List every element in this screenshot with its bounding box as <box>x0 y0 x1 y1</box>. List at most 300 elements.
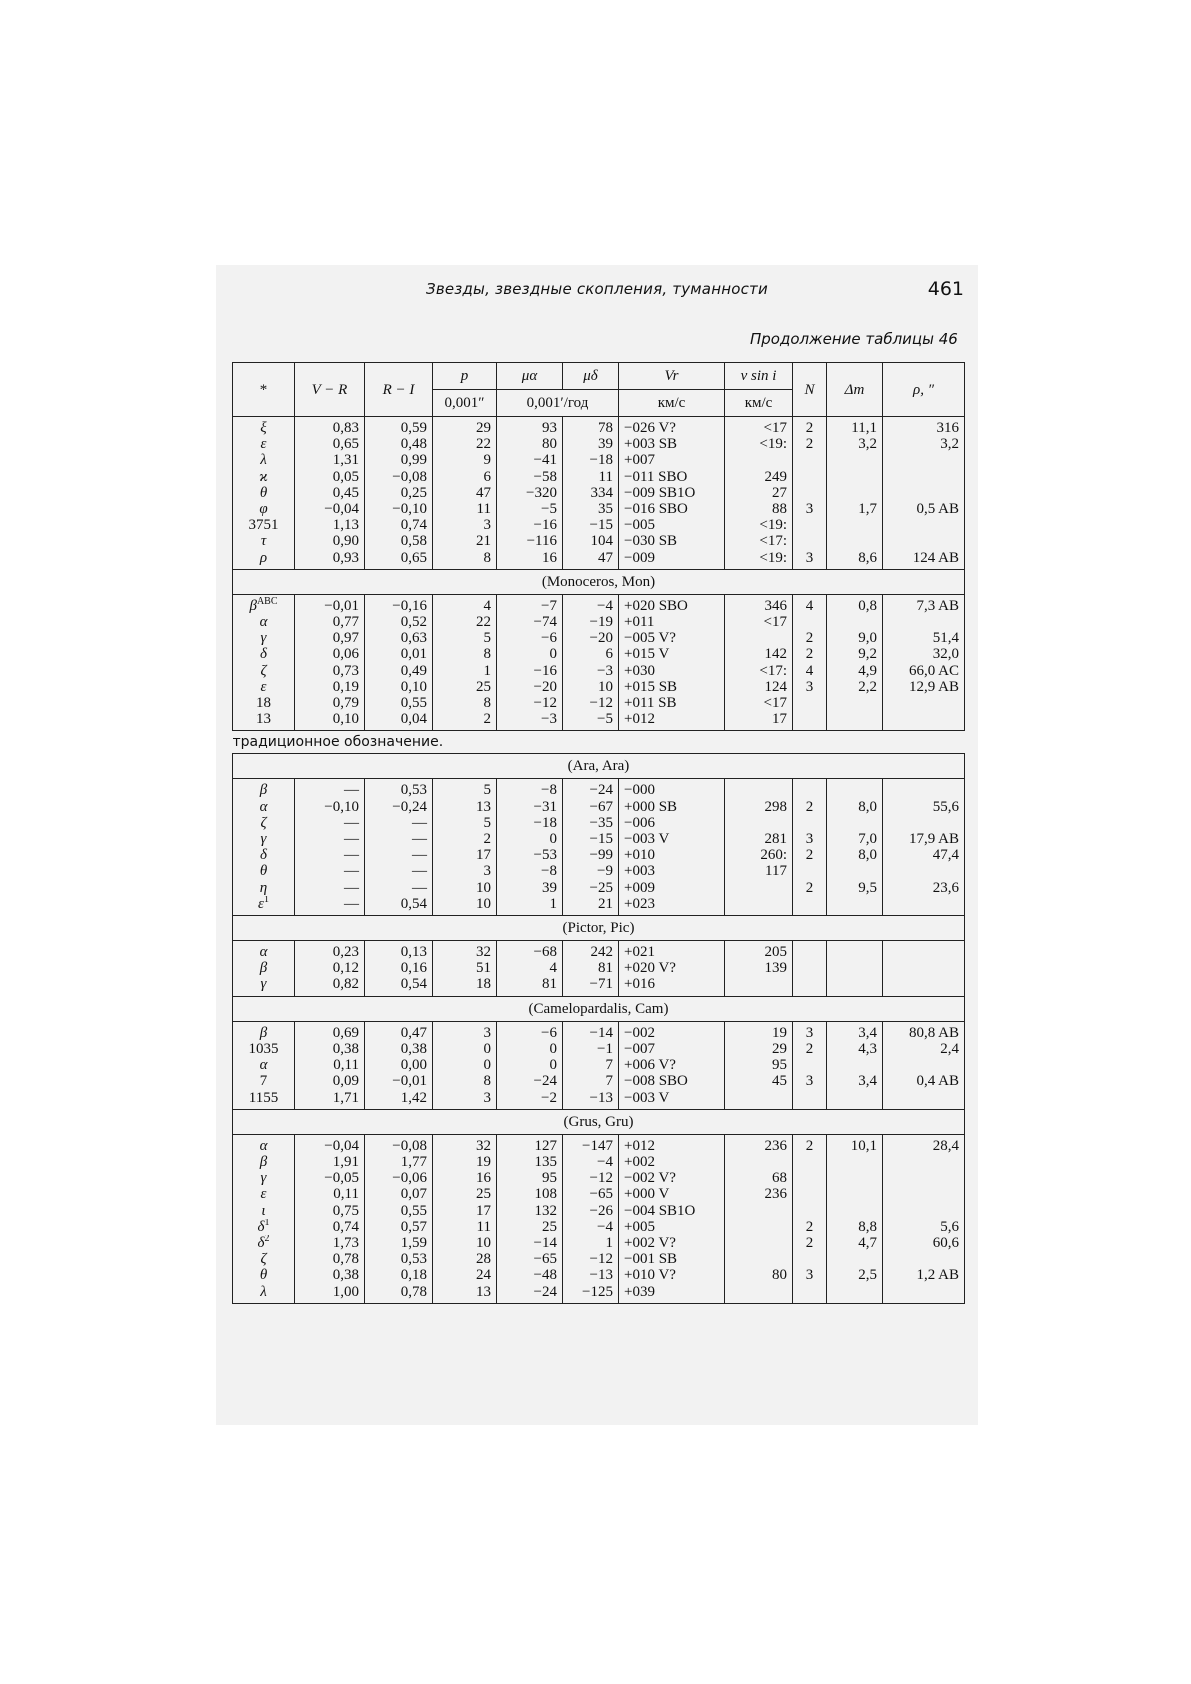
cell-vsini: 346 <box>725 594 793 614</box>
cell-dm: 3,4 <box>827 1073 883 1089</box>
cell-vr: +015 SB <box>619 679 725 695</box>
cell-v-r: −0,04 <box>295 501 365 517</box>
cell-star <box>233 896 295 916</box>
cell-vsini <box>725 1090 793 1110</box>
cell-dm <box>827 815 883 831</box>
cell-mu-d: −13 <box>563 1267 619 1283</box>
cell-r-i: — <box>365 847 433 863</box>
unit-vsini: км/с <box>725 390 793 417</box>
cell-p: 8 <box>433 1073 497 1089</box>
cell-star <box>233 941 295 961</box>
cell-dm <box>827 1170 883 1186</box>
cell-v-r: 0,79 <box>295 695 365 711</box>
cell-vsini: <17: <box>725 663 793 679</box>
cell-dm <box>827 711 883 731</box>
cell-v-r: — <box>295 815 365 831</box>
cell-p: 11 <box>433 1219 497 1235</box>
cell-rho <box>883 815 965 831</box>
cell-mu-d: 10 <box>563 679 619 695</box>
cell-vsini: 142 <box>725 646 793 662</box>
cell-dm: 2,2 <box>827 679 883 695</box>
table-row <box>233 1186 965 1202</box>
cell-vsini <box>725 896 793 916</box>
star-designation: ξ <box>260 420 267 436</box>
cell-rho: 0,4 AB <box>883 1073 965 1089</box>
cell-mu-a: −58 <box>497 469 563 485</box>
star-designation: δ <box>257 1218 265 1235</box>
cell-v-r: 0,11 <box>295 1186 365 1202</box>
cell-rho <box>883 960 965 976</box>
table-row <box>233 1251 965 1267</box>
star-designation: θ <box>259 863 268 880</box>
cell-dm: 3,2 <box>827 436 883 452</box>
cell-rho <box>883 863 965 879</box>
cell-mu-a: −31 <box>497 799 563 815</box>
cell-v-r: 0,93 <box>295 550 365 570</box>
cell-dm <box>827 896 883 916</box>
cell-rho <box>883 1090 965 1110</box>
cell-mu-d: −15 <box>563 831 619 847</box>
cell-rho: 0,5 AB <box>883 501 965 517</box>
cell-v-r: 0,38 <box>295 1267 365 1283</box>
cell-vsini: 29 <box>725 1041 793 1057</box>
star-designation: 13 <box>256 711 271 728</box>
star-designation: δ <box>257 1234 265 1251</box>
cell-vr: +011 <box>619 614 725 630</box>
table-row <box>233 779 965 799</box>
page-number: 461 <box>927 278 964 300</box>
cell-dm: 1,7 <box>827 501 883 517</box>
star-designation: α <box>259 1057 268 1074</box>
star-designation: 3751 <box>248 517 279 534</box>
cell-n: 2 <box>793 799 827 815</box>
cell-vsini: 260: <box>725 847 793 863</box>
table-row <box>233 630 965 646</box>
cell-vr: +000 V <box>619 1186 725 1202</box>
cell-v-r: — <box>295 880 365 896</box>
cell-rho <box>883 614 965 630</box>
star-designation: α <box>259 614 268 631</box>
cell-p: 24 <box>433 1267 497 1283</box>
star-designation: γ <box>260 1170 267 1187</box>
cell-vr: −006 <box>619 815 725 831</box>
cell-r-i: 0,07 <box>365 1186 433 1202</box>
cell-r-i: — <box>365 880 433 896</box>
star-superscript: 2 <box>264 1234 270 1244</box>
table-row <box>233 646 965 662</box>
cell-mu-d: −4 <box>563 1219 619 1235</box>
cell-n <box>793 896 827 916</box>
cell-vsini: 19 <box>725 1021 793 1041</box>
bottom-rule-cell <box>233 1303 965 1304</box>
table-row <box>233 695 965 711</box>
cell-dm: 9,2 <box>827 646 883 662</box>
cell-r-i: 0,53 <box>365 779 433 799</box>
star-superscript: 1 <box>263 895 269 905</box>
cell-v-r: 0,10 <box>295 711 365 731</box>
constellation-title: (Ara, Ara) <box>233 754 965 779</box>
cell-v-r: 0,77 <box>295 614 365 630</box>
cell-mu-a: −41 <box>497 452 563 468</box>
cell-vr: +009 <box>619 880 725 896</box>
cell-mu-d: 11 <box>563 469 619 485</box>
cell-star <box>233 779 295 799</box>
cell-mu-a: −7 <box>497 594 563 614</box>
cell-mu-a: 81 <box>497 976 563 996</box>
cell-n: 3 <box>793 550 827 570</box>
cell-n <box>793 485 827 501</box>
cell-r-i: 0,13 <box>365 941 433 961</box>
cell-v-r: 0,38 <box>295 1041 365 1057</box>
cell-star <box>233 469 295 485</box>
cell-mu-a: 4 <box>497 960 563 976</box>
cell-mu-d: −25 <box>563 880 619 896</box>
col-v-r: V − R <box>295 363 365 417</box>
cell-star <box>233 847 295 863</box>
cell-r-i: −0,10 <box>365 501 433 517</box>
cell-v-r: 0,75 <box>295 1203 365 1219</box>
table-row <box>233 517 965 533</box>
table-row <box>233 1267 965 1283</box>
col-parallax: p <box>433 363 497 390</box>
table-row <box>233 1170 965 1186</box>
cell-r-i: 0,00 <box>365 1057 433 1073</box>
cell-dm <box>827 1186 883 1202</box>
cell-n <box>793 941 827 961</box>
cell-n: 3 <box>793 679 827 695</box>
cell-mu-d: −1 <box>563 1041 619 1057</box>
cell-rho: 66,0 AC <box>883 663 965 679</box>
cell-mu-a: 0 <box>497 646 563 662</box>
cell-mu-a: 80 <box>497 436 563 452</box>
cell-rho <box>883 1186 965 1202</box>
cell-v-r: 0,97 <box>295 630 365 646</box>
cell-v-r: 1,13 <box>295 517 365 533</box>
cell-r-i: 0,57 <box>365 1219 433 1235</box>
cell-p: 19 <box>433 1154 497 1170</box>
star-designation: λ <box>260 452 267 469</box>
table-row <box>233 847 965 863</box>
table-row <box>233 614 965 630</box>
section-header <box>233 569 965 594</box>
cell-star <box>233 1090 295 1110</box>
constellation-title: (Monoceros, Mon) <box>233 569 965 594</box>
cell-r-i: −0,24 <box>365 799 433 815</box>
cell-p: 22 <box>433 614 497 630</box>
cell-r-i: 0,47 <box>365 1021 433 1041</box>
cell-v-r: −0,04 <box>295 1134 365 1154</box>
table-row <box>233 663 965 679</box>
cell-mu-d: −5 <box>563 711 619 731</box>
running-head-title: Звезды, звездные скопления, туманности <box>426 280 768 298</box>
cell-dm <box>827 469 883 485</box>
cell-dm: 4,9 <box>827 663 883 679</box>
table-row <box>233 1235 965 1251</box>
cell-mu-a: −5 <box>497 501 563 517</box>
cell-vr: +003 <box>619 863 725 879</box>
cell-n: 2 <box>793 417 827 437</box>
cell-p: 1 <box>433 663 497 679</box>
cell-mu-a: −3 <box>497 711 563 731</box>
cell-p: 17 <box>433 1203 497 1219</box>
cell-n <box>793 976 827 996</box>
cell-mu-a: 127 <box>497 1134 563 1154</box>
cell-n <box>793 517 827 533</box>
cell-r-i: 0,16 <box>365 960 433 976</box>
cell-n <box>793 960 827 976</box>
cell-mu-d: −18 <box>563 452 619 468</box>
cell-v-r: −0,01 <box>295 594 365 614</box>
cell-vsini: 45 <box>725 1073 793 1089</box>
table-row <box>233 679 965 695</box>
cell-n: 3 <box>793 1021 827 1041</box>
cell-mu-d: −67 <box>563 799 619 815</box>
star-designation: γ <box>260 831 267 848</box>
cell-mu-d: −12 <box>563 695 619 711</box>
cell-p: 13 <box>433 1284 497 1304</box>
cell-vsini: 249 <box>725 469 793 485</box>
cell-dm: 8,8 <box>827 1219 883 1235</box>
cell-star <box>233 1251 295 1267</box>
cell-r-i: −0,06 <box>365 1170 433 1186</box>
col-mu-delta: μδ <box>563 363 619 390</box>
cell-vr: −002 <box>619 1021 725 1041</box>
cell-v-r: 0,12 <box>295 960 365 976</box>
star-designation: ε <box>260 1186 267 1203</box>
cell-n: 3 <box>793 501 827 517</box>
cell-mu-a: 16 <box>497 550 563 570</box>
star-superscript: ABC <box>256 595 278 607</box>
star-designation: 1035 <box>248 1040 279 1057</box>
cell-mu-d: 242 <box>563 941 619 961</box>
cell-v-r: −0,10 <box>295 799 365 815</box>
cell-vr: −005 <box>619 517 725 533</box>
cell-p: 8 <box>433 550 497 570</box>
cell-p: 2 <box>433 711 497 731</box>
cell-r-i: 0,10 <box>365 679 433 695</box>
cell-mu-a: 25 <box>497 1219 563 1235</box>
cell-p: 17 <box>433 847 497 863</box>
cell-vr: +002 <box>619 1154 725 1170</box>
cell-v-r: −0,05 <box>295 1170 365 1186</box>
cell-star <box>233 417 295 437</box>
cell-r-i: 0,38 <box>365 1041 433 1057</box>
cell-v-r: 0,09 <box>295 1073 365 1089</box>
cell-vr: −016 SBO <box>619 501 725 517</box>
cell-mu-a: −6 <box>497 1021 563 1041</box>
cell-star <box>233 880 295 896</box>
cell-rho: 17,9 AB <box>883 831 965 847</box>
cell-p: 18 <box>433 976 497 996</box>
cell-p: 32 <box>433 941 497 961</box>
cell-p: 4 <box>433 594 497 614</box>
cell-mu-d: −13 <box>563 1090 619 1110</box>
cell-rho: 60,6 <box>883 1235 965 1251</box>
cell-mu-a: −320 <box>497 485 563 501</box>
cell-mu-a: −20 <box>497 679 563 695</box>
cell-p: 9 <box>433 452 497 468</box>
cell-star <box>233 663 295 679</box>
cell-dm: 3,4 <box>827 1021 883 1041</box>
cell-r-i: 0,18 <box>365 1267 433 1283</box>
cell-vsini: <17 <box>725 695 793 711</box>
cell-p: 2 <box>433 831 497 847</box>
cell-vsini: <19: <box>725 436 793 452</box>
cell-n: 2 <box>793 1134 827 1154</box>
cell-v-r: 0,69 <box>295 1021 365 1041</box>
cell-rho: 316 <box>883 417 965 437</box>
cell-p: 8 <box>433 695 497 711</box>
cell-star <box>233 1219 295 1235</box>
cell-vr: +002 V? <box>619 1235 725 1251</box>
cell-mu-a: −24 <box>497 1284 563 1304</box>
cell-n <box>793 1057 827 1073</box>
cell-mu-a: −65 <box>497 1251 563 1267</box>
cell-vr: +016 <box>619 976 725 996</box>
cell-rho <box>883 485 965 501</box>
cell-r-i: −0,08 <box>365 469 433 485</box>
cell-mu-d: −3 <box>563 663 619 679</box>
cell-mu-d: −99 <box>563 847 619 863</box>
cell-n <box>793 711 827 731</box>
cell-vr: −000 <box>619 779 725 799</box>
cell-vr: −026 V? <box>619 417 725 437</box>
cell-n <box>793 1284 827 1304</box>
cell-dm <box>827 960 883 976</box>
star-designation: θ <box>259 1267 268 1284</box>
cell-r-i: 0,54 <box>365 976 433 996</box>
cell-mu-d: 7 <box>563 1073 619 1089</box>
cell-r-i: 0,65 <box>365 550 433 570</box>
table-header <box>233 363 965 417</box>
col-n: N <box>793 363 827 417</box>
table-row <box>233 1090 965 1110</box>
cell-mu-d: −71 <box>563 976 619 996</box>
cell-mu-d: 39 <box>563 436 619 452</box>
cell-mu-a: −2 <box>497 1090 563 1110</box>
col-radial-velocity: Vr <box>619 363 725 390</box>
cell-vr: −009 SB1O <box>619 485 725 501</box>
cell-vr: +021 <box>619 941 725 961</box>
cell-mu-d: 6 <box>563 646 619 662</box>
unit-parallax: 0,001″ <box>433 390 497 417</box>
cell-vr: +007 <box>619 452 725 468</box>
cell-n <box>793 863 827 879</box>
cell-vr: −004 SB1O <box>619 1203 725 1219</box>
cell-vsini <box>725 452 793 468</box>
cell-r-i: 0,55 <box>365 695 433 711</box>
cell-star <box>233 863 295 879</box>
cell-rho <box>883 452 965 468</box>
cell-rho: 23,6 <box>883 880 965 896</box>
cell-p: 3 <box>433 1090 497 1110</box>
cell-p: 3 <box>433 863 497 879</box>
cell-dm: 10,1 <box>827 1134 883 1154</box>
cell-mu-a: 1 <box>497 896 563 916</box>
star-superscript: 1 <box>264 1218 270 1228</box>
cell-vsini <box>725 1219 793 1235</box>
cell-vr: +039 <box>619 1284 725 1304</box>
cell-dm <box>827 1284 883 1304</box>
cell-rho <box>883 1057 965 1073</box>
cell-p: 16 <box>433 1170 497 1186</box>
cell-dm: 8,6 <box>827 550 883 570</box>
cell-mu-a: −53 <box>497 847 563 863</box>
cell-rho: 51,4 <box>883 630 965 646</box>
cell-v-r: 0,82 <box>295 976 365 996</box>
cell-n <box>793 779 827 799</box>
star-designation: ζ <box>260 662 267 679</box>
cell-star <box>233 436 295 452</box>
cell-p: 10 <box>433 880 497 896</box>
star-designation: α <box>259 798 268 815</box>
cell-star <box>233 831 295 847</box>
cell-rho: 2,4 <box>883 1041 965 1057</box>
cell-vr: +003 SB <box>619 436 725 452</box>
cell-dm <box>827 485 883 501</box>
cell-star <box>233 695 295 711</box>
cell-n <box>793 1154 827 1170</box>
cell-p: 25 <box>433 1186 497 1202</box>
star-designation: β <box>259 1153 268 1170</box>
cell-star <box>233 1267 295 1283</box>
cell-mu-d: −14 <box>563 1021 619 1041</box>
cell-vr: +005 <box>619 1219 725 1235</box>
cell-r-i: −0,16 <box>365 594 433 614</box>
cell-n <box>793 695 827 711</box>
cell-rho: 80,8 AB <box>883 1021 965 1041</box>
cell-p: 3 <box>433 1021 497 1041</box>
cell-mu-d: −4 <box>563 594 619 614</box>
cell-rho: 3,2 <box>883 436 965 452</box>
cell-r-i: 0,53 <box>365 1251 433 1267</box>
cell-mu-a: 0 <box>497 831 563 847</box>
cell-r-i: 0,99 <box>365 452 433 468</box>
cell-mu-d: −147 <box>563 1134 619 1154</box>
cell-mu-a: 0 <box>497 1057 563 1073</box>
cell-vsini <box>725 630 793 646</box>
cell-star <box>233 630 295 646</box>
cell-n <box>793 815 827 831</box>
running-header <box>236 278 964 304</box>
table-continuation-label: Продолжение таблицы 46 <box>750 330 958 348</box>
cell-star <box>233 1041 295 1057</box>
cell-vsini <box>725 1251 793 1267</box>
cell-vr: +000 SB <box>619 799 725 815</box>
star-designation: τ <box>260 533 267 550</box>
cell-mu-d: −65 <box>563 1186 619 1202</box>
cell-vsini: <17: <box>725 533 793 549</box>
cell-dm: 9,0 <box>827 630 883 646</box>
cell-n: 3 <box>793 831 827 847</box>
cell-rho: 1,2 AB <box>883 1267 965 1283</box>
cell-v-r: 0,06 <box>295 646 365 662</box>
cell-dm <box>827 976 883 996</box>
cell-mu-d: −9 <box>563 863 619 879</box>
cell-star <box>233 594 295 614</box>
cell-mu-a: 108 <box>497 1186 563 1202</box>
table-row <box>233 1203 965 1219</box>
star-designation: α <box>259 944 268 961</box>
cell-dm <box>827 1154 883 1170</box>
cell-p: 29 <box>433 417 497 437</box>
cell-rho <box>883 779 965 799</box>
cell-vsini: <17 <box>725 417 793 437</box>
star-designation: ζ <box>260 814 267 831</box>
star-designation: γ <box>260 630 267 647</box>
cell-v-r: 0,19 <box>295 679 365 695</box>
cell-rho <box>883 533 965 549</box>
